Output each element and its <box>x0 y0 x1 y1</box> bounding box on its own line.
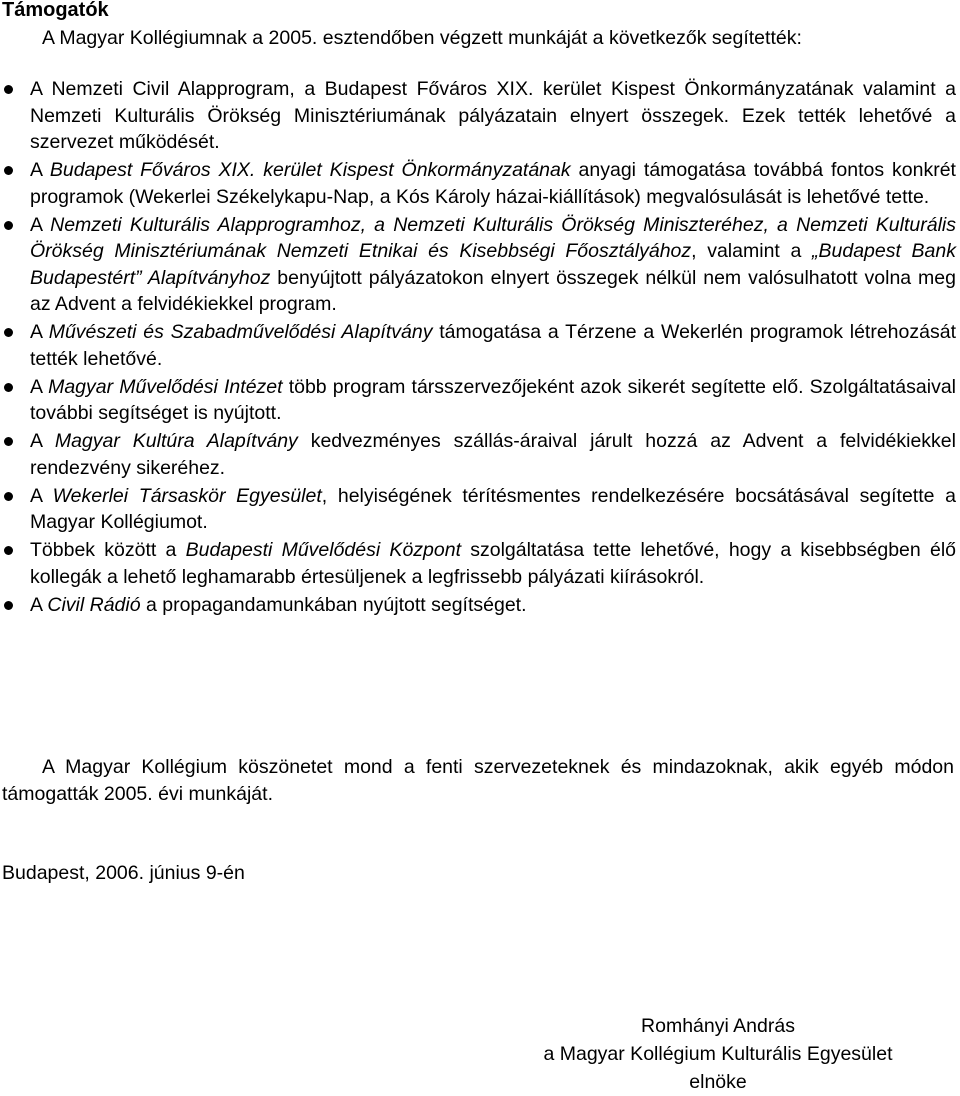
bullet-icon <box>4 85 13 94</box>
bullet-icon <box>4 166 13 175</box>
text-run: szolgáltatása tette lehetővé, hogy a kisebbségben élő kollegák a lehető leghamarabb értesüljenek a legfrissebb pályázati kiírásokról. <box>30 539 957 588</box>
bullet-icon <box>4 221 13 230</box>
list-item <box>0 483 956 536</box>
emphasized-name: Budapest Főváros XIX. kerület Kispest Önkormányzatának <box>49 159 571 181</box>
text-run: benyújtott pályázatokon elnyert összegek nélkül nem valósulhatott volna meg az Advent a felvidékiekkel program. <box>30 266 956 315</box>
text-run: A <box>30 430 55 452</box>
list-item-text <box>30 485 956 534</box>
list-item-text <box>30 376 956 425</box>
emphasized-name: Budapesti Művelődési Központ <box>185 539 461 561</box>
signatory-name: Romhányi András <box>641 1015 795 1037</box>
supporters-list <box>0 76 956 620</box>
signatory-organization: a Magyar Kollégium Kulturális Egyesület <box>543 1043 893 1065</box>
list-item <box>0 428 956 481</box>
text-run: kedvezményes szállás-áraival járult hozzá az Advent a felvidékiekkel rendezvény sikeréhez. <box>30 430 956 479</box>
bullet-icon <box>4 492 13 501</box>
list-item-text <box>30 214 956 316</box>
text-run: A <box>30 375 49 398</box>
text-run: A <box>30 213 51 236</box>
text-run: A Nemzeti Civil Alapprogram, a Budapest Főváros XIX. kerület Kispest Önkormányzatának valamint a Nemzeti Kulturális Örökség Minisztériumának pályázatain elnyert összegek. Ezek tették lehetővé a szervezet működését. <box>30 78 956 153</box>
intro-paragraph: A Magyar Kollégiumnak a 2005. esztendőben végzett munkáját a következők segítették: <box>42 27 802 49</box>
signature-block <box>500 1012 936 1096</box>
emphasized-name: Wekerlei Társaskör Egyesület <box>52 484 322 507</box>
list-item-text <box>30 594 527 616</box>
list-item <box>0 537 956 590</box>
text-run: A <box>30 484 53 507</box>
emphasized-name: Magyar Művelődési Intézet <box>48 375 283 398</box>
text-run: , helyiségének térítésmentes rendelkezésére bocsátásával segítette a Magyar Kollégiumot. <box>30 484 956 533</box>
signatory-role: elnöke <box>689 1071 747 1093</box>
text-run: a propagandamunkában nyújtott segítséget. <box>140 593 527 616</box>
list-item <box>0 157 956 210</box>
text-run: A <box>30 321 49 343</box>
bullet-icon <box>4 383 13 392</box>
emphasized-name: „Budapest Bank Budapestért” Alapítványhoz <box>30 240 956 289</box>
text-run: A <box>30 159 50 181</box>
bullet-icon <box>4 437 13 446</box>
list-item-text <box>30 78 956 153</box>
list-item <box>0 374 956 427</box>
emphasized-name: Magyar Kultúra Alapítvány <box>54 430 298 452</box>
text-run: anyagi támogatása továbbá fontos konkrét programok (Wekerlei Székelykapu-Nap, a Kós Károly házai-kiállítások) megvalósulását is lehetővé tette. <box>30 159 956 208</box>
bullet-icon <box>4 328 13 337</box>
text-run: Többek között a <box>30 539 186 561</box>
page-title: Támogatók <box>2 0 109 21</box>
thanks-paragraph: A Magyar Kollégium köszönetet mond a fenti szervezeteknek és mindazoknak, akik egyéb módon támogatták 2005. évi munkáját. <box>2 756 954 805</box>
list-item-text <box>30 539 956 588</box>
dateline: Budapest, 2006. június 9-én <box>2 862 245 884</box>
bullet-icon <box>4 601 13 610</box>
list-item <box>0 592 956 619</box>
list-item-text <box>30 159 956 208</box>
list-item-text <box>30 430 956 479</box>
emphasized-name: Civil Rádió <box>47 593 141 616</box>
list-item <box>0 76 956 156</box>
emphasized-name: Művészeti és Szabadművelődési Alapítvány <box>48 321 433 343</box>
text-run: A <box>30 593 48 616</box>
list-item <box>0 212 956 318</box>
list-item <box>0 319 956 372</box>
emphasized-name: Nemzeti Kulturális Alapprogramhoz, a Nemzeti Kulturális Örökség Miniszteréhez, a Nemzeti Kulturális Örökség Minisztériumának Nemzeti Etnikai és Kisebbségi Főosztályához <box>30 213 956 262</box>
list-item-text <box>30 321 956 370</box>
bullet-icon <box>4 546 13 555</box>
text-run: támogatása a Térzene a Wekerlén programok létrehozását tették lehetővé. <box>30 321 956 370</box>
text-run: , valamint a <box>691 240 812 262</box>
text-run: több program társszervezőjeként azok sikerét segítette elő. Szolgáltatásaival további segítséget is nyújtott. <box>30 375 956 424</box>
